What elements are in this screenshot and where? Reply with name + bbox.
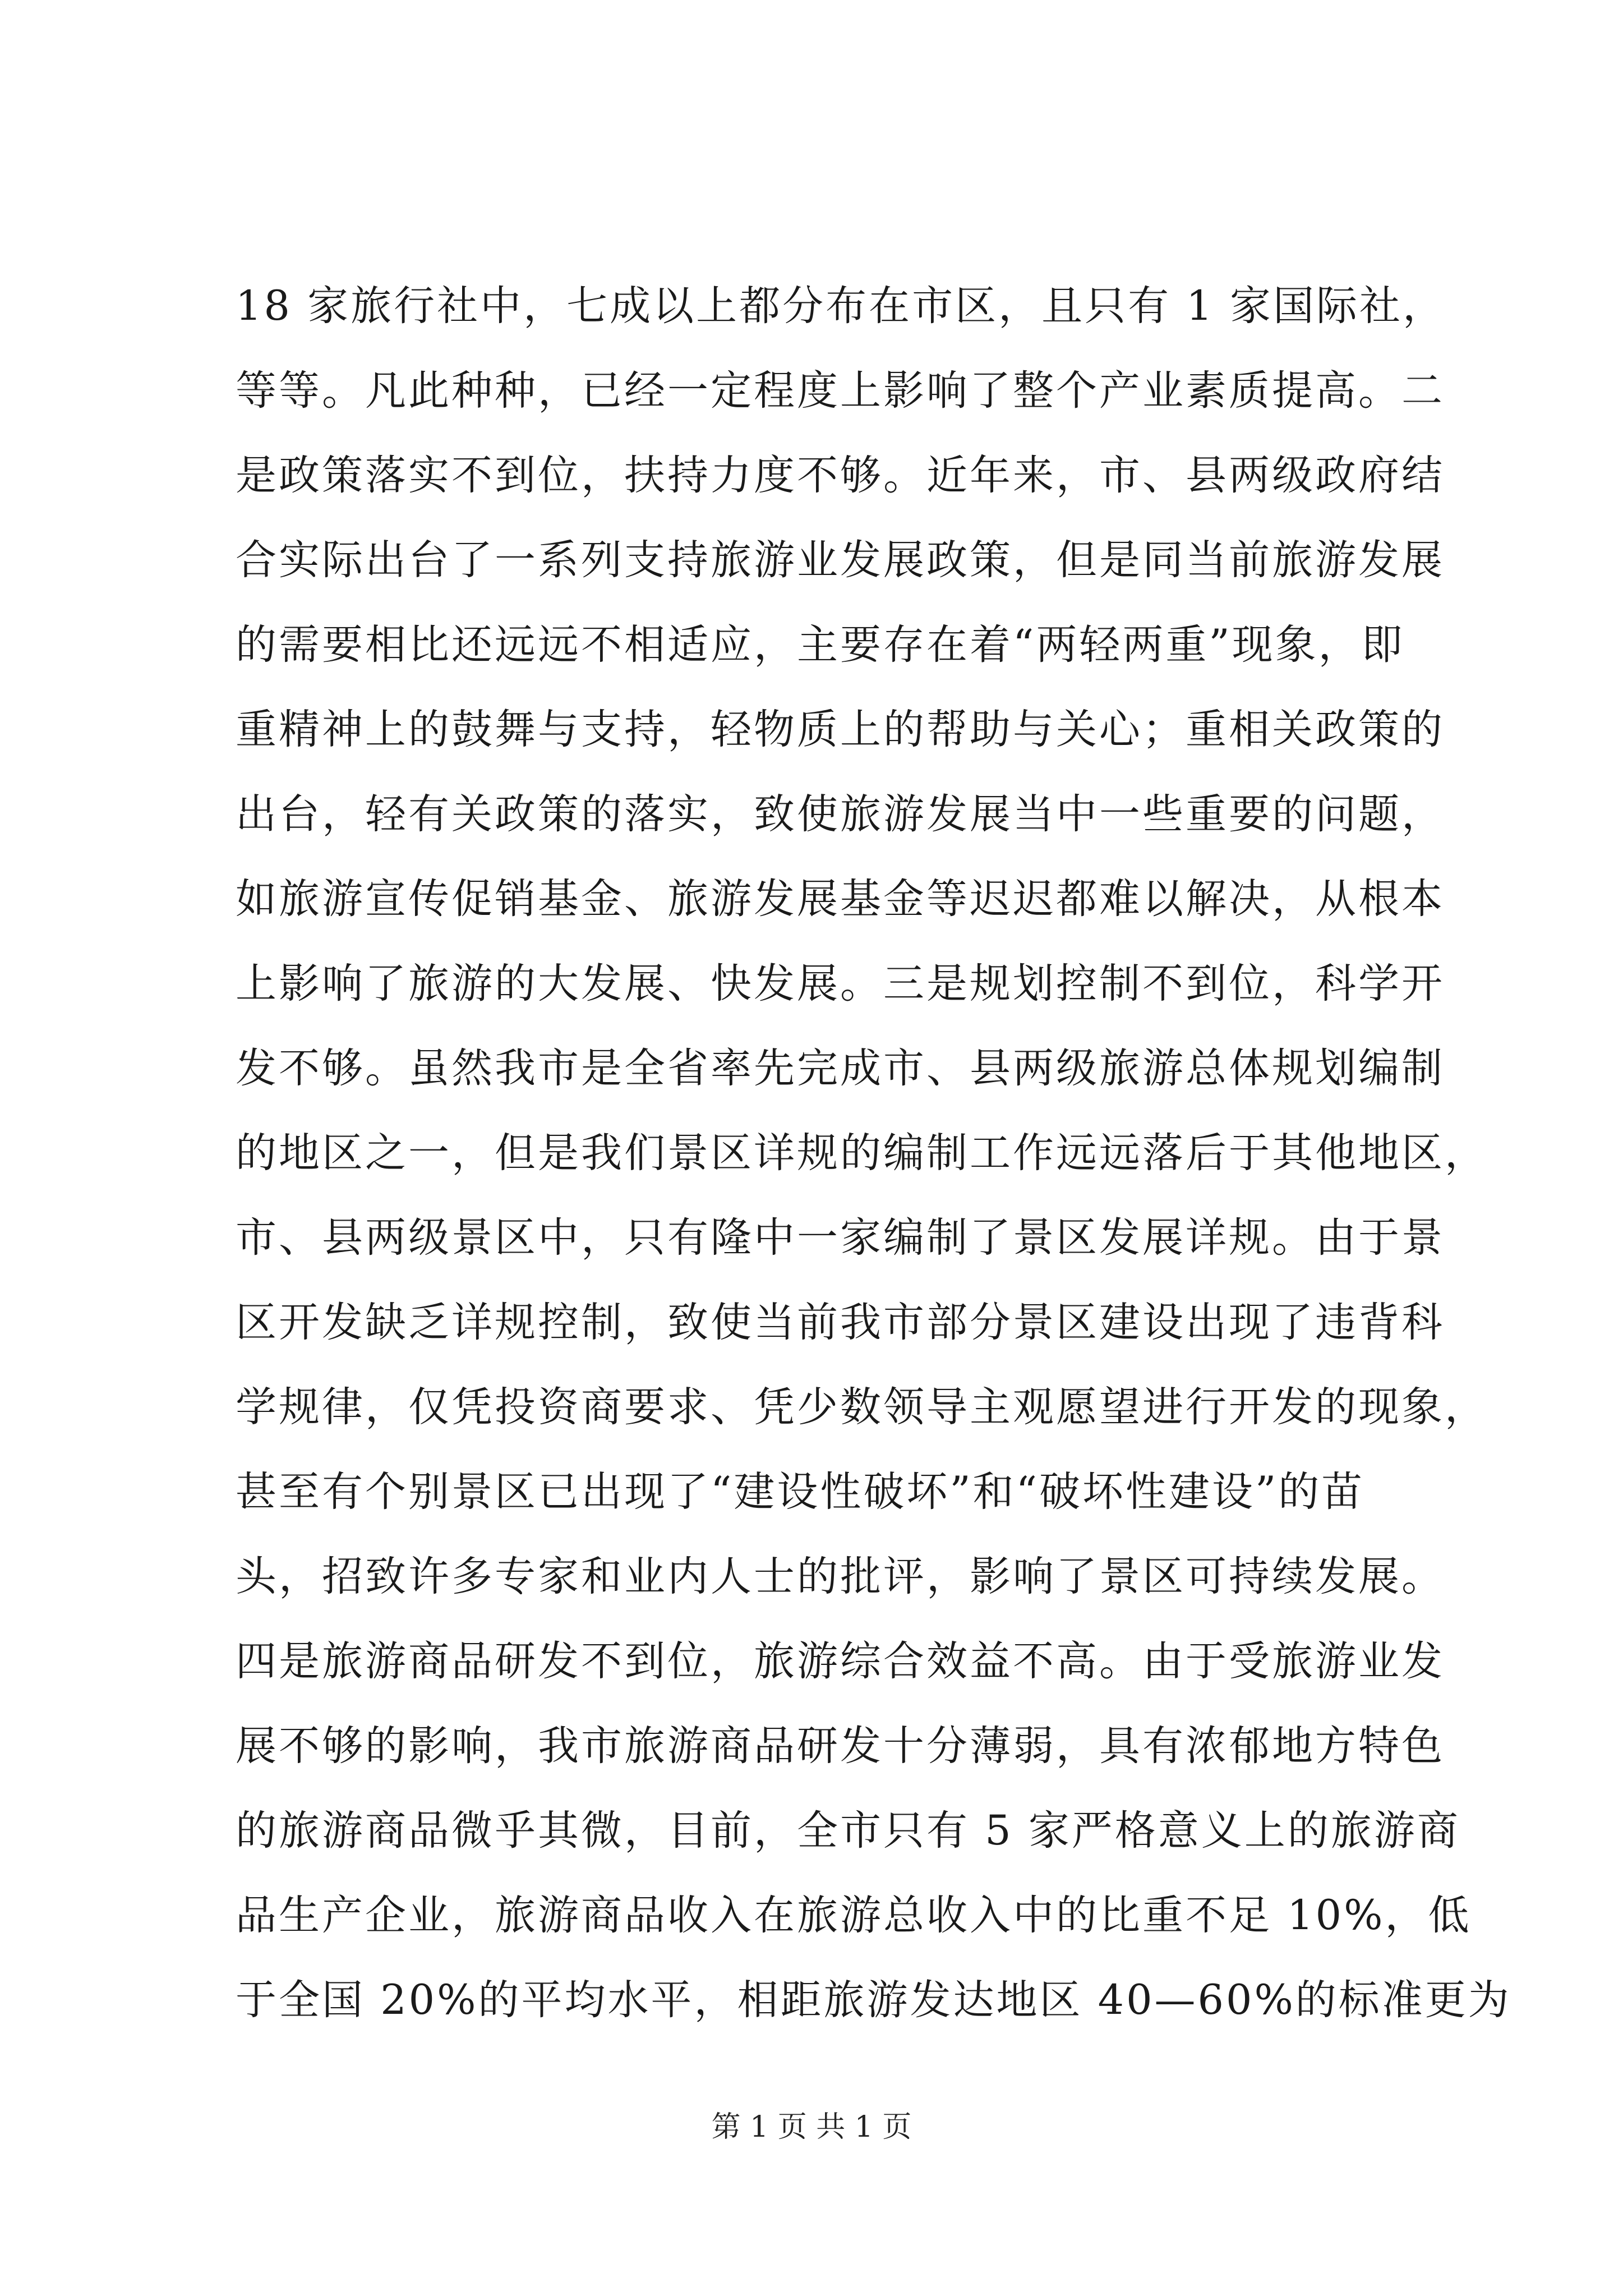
page-footer: 第 1 页 共 1 页 [711,2110,912,2144]
text-line: 合实际出台了一系列支持旅游业发展政策，但是同当前旅游发展 [236,536,1445,584]
text-line: 等等。凡此种种，已经一定程度上影响了整个产业素质提高。二 [236,367,1445,415]
text-line: 发不够。虽然我市是全省率先完成市、县两级旅游总体规划编制 [236,1045,1445,1092]
body-text [236,264,1511,2042]
text-line: 出台，轻有关政策的落实，致使旅游发展当中一些重要的问题， [236,790,1445,838]
text-line: 18 家旅行社中，七成以上都分布在市区，且只有 1 家国际社， [236,282,1446,330]
text-line: 上影响了旅游的大发展、快发展。三是规划控制不到位，科学开 [236,960,1445,1007]
text-line: 的旅游商品微乎其微，目前，全市只有 5 家严格意义上的旅游商 [236,1807,1460,1855]
text-line: 如旅游宣传促销基金、旅游发展基金等迟迟都难以解决，从根本 [236,875,1445,923]
text-line: 是政策落实不到位，扶持力度不够。近年来，市、县两级政府结 [236,452,1445,499]
text-line: 品生产企业，旅游商品收入在旅游总收入中的比重不足 10%，低 [236,1892,1472,1939]
text-line: 头，招致许多专家和业内人士的批评，影响了景区可持续发展。 [236,1553,1445,1600]
text-line: 于全国 20%的平均水平，相距旅游发达地区 40—60%的标准更为 [236,1976,1511,2024]
text-line: 区开发缺乏详规控制，致使当前我市部分景区建设出现了违背科 [236,1299,1445,1346]
text-line: 市、县两级景区中，只有隆中一家编制了景区发展详规。由于景 [236,1214,1445,1262]
text-line: 甚至有个别景区已出现了“建设性破坏”和“破坏性建设”的苗 [236,1468,1365,1516]
text-line: 四是旅游商品研发不到位，旅游综合效益不高。由于受旅游业发 [236,1637,1445,1685]
text-line: 的需要相比还远远不相适应，主要存在着“两轻两重”现象，即 [236,621,1405,669]
text-line: 重精神上的鼓舞与支持，轻物质上的帮助与关心；重相关政策的 [236,706,1445,753]
text-line: 展不够的影响，我市旅游商品研发十分薄弱，具有浓郁地方特色 [236,1722,1445,1770]
text-line: 的地区之一，但是我们景区详规的编制工作远远落后于其他地区， [236,1129,1488,1177]
text-line: 学规律，仅凭投资商要求、凭少数领导主观愿望进行开发的现象， [236,1383,1488,1431]
